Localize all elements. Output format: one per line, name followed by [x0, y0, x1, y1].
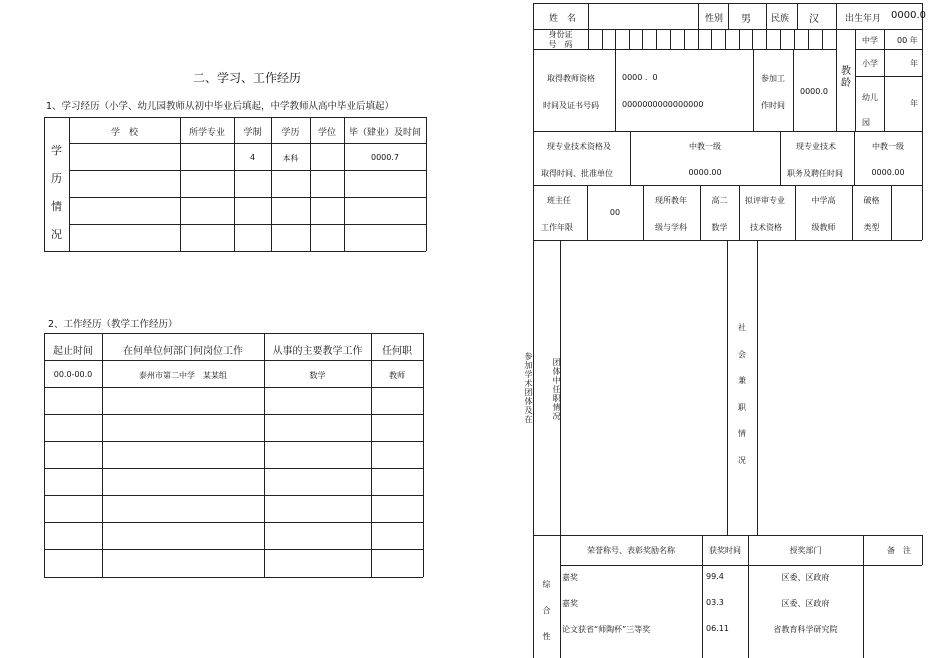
work-time-value: 0000.0	[800, 87, 828, 96]
awards-header-name: 荣誉称号、表彰奖励名称	[587, 546, 675, 555]
subject-value: 数学	[711, 223, 728, 232]
work-header-period: 起止时间	[53, 346, 93, 357]
apply-label-1: 拟评审专业	[745, 196, 785, 205]
grade-label-2: 级与学科	[655, 223, 687, 232]
birth-label: 出生年月	[845, 14, 882, 24]
teach-age-label: 教 龄	[841, 66, 851, 89]
awards-side-label: 综 合 性	[542, 580, 551, 641]
study-header-education: 学历	[281, 128, 300, 138]
award-row-2-dept: 区委、区政府	[781, 599, 830, 608]
study-row-education: 本科	[282, 154, 299, 163]
study-caption: 1、学习经历（小学、幼儿园教师从初中毕业后填起，中学教师从高中毕业后填起）	[46, 101, 395, 112]
award-row-3-dept: 省教育科学研究院	[773, 625, 838, 634]
work-header-position: 任何职	[382, 346, 412, 357]
study-row-system: 4	[249, 153, 256, 162]
head-label-2: 工作年限	[541, 223, 573, 232]
work-caption: 2、工作经历（教学工作经历）	[48, 319, 178, 330]
school-kg-value: 年	[910, 99, 918, 108]
school-pri-value: 年	[910, 59, 918, 68]
school-mid-label: 中学	[862, 36, 878, 45]
award-row-3-time: 06.11	[706, 624, 729, 633]
awards-header-note: 备 注	[887, 546, 911, 555]
cert-label-2: 时间及证书号码	[543, 101, 599, 110]
apply-value-2: 级教师	[811, 223, 836, 232]
duty-title: 中教一级	[872, 142, 904, 151]
duty-date: 0000.00	[871, 168, 905, 177]
grade-value: 高二	[711, 196, 728, 205]
study-header-school: 学 校	[110, 128, 138, 138]
award-row-1-time: 99.4	[706, 572, 724, 581]
award-row-1-dept: 区委、区政府	[781, 573, 830, 582]
id-label: 身份证 号 码	[548, 30, 573, 49]
study-header-time: 毕（肄业）及时间	[348, 128, 421, 138]
prof-label-1: 现专业技术资格及	[547, 142, 611, 151]
study-header-system: 学制	[243, 128, 262, 138]
birth-value: 0000.0	[891, 10, 926, 21]
school-pri-label: 小学	[862, 59, 878, 68]
ethnicity-value: 汉	[809, 14, 819, 25]
school-kg-label: 幼儿 园	[862, 93, 878, 127]
study-side-label: 学 历 情 况	[51, 144, 62, 241]
grade-label-1: 现所教年	[655, 196, 687, 205]
cert-number: 0000000000000000	[622, 100, 704, 109]
head-label-1: 班主任	[547, 196, 571, 205]
apply-value-1: 中学高	[811, 196, 836, 205]
school-mid-value: 00 年	[897, 36, 918, 45]
assoc-inner-label: 团体中任职情况	[552, 358, 561, 421]
ethnicity-label: 民族	[771, 14, 790, 24]
work-time-label-2: 作时间	[761, 101, 785, 110]
social-duty-label: 社 会 兼 职 情 况	[738, 323, 746, 465]
gender-value: 男	[741, 14, 751, 25]
section-title: 二、学习、工作经历	[193, 71, 302, 85]
name-label: 姓 名	[549, 14, 577, 24]
work-time-label-1: 参加工	[761, 74, 785, 83]
break-label-2: 类型	[863, 223, 880, 232]
apply-label-2: 技术资格	[750, 223, 782, 232]
award-row-3-name: 论文获省“师陶杯”三等奖	[562, 625, 651, 634]
prof-label-2: 取得时间、批准单位	[541, 169, 613, 178]
work-header-unit: 在何单位何部门何岗位工作	[123, 346, 243, 357]
prof-title: 中教一级	[689, 142, 721, 151]
study-row-time: 0000.7	[371, 153, 399, 162]
award-row-2-time: 03.3	[706, 598, 724, 607]
awards-header-dept: 授奖部门	[789, 546, 822, 555]
break-label-1: 破格	[863, 196, 880, 205]
work-row-unit: 泰州市第二中学 某某组	[139, 371, 227, 380]
cert-label-1: 取得教师资格	[547, 74, 595, 83]
work-row-work: 数学	[309, 371, 326, 380]
gender-label: 性别	[705, 14, 724, 24]
duty-label-1: 现专业技术	[796, 142, 836, 151]
duty-label-2: 职务及聘任时间	[787, 169, 843, 178]
award-row-1-name: 嘉奖	[562, 573, 578, 582]
cert-date: 0000 . 0	[622, 73, 658, 82]
study-header-major: 所学专业	[188, 128, 225, 138]
assoc-outer-label: 参加学术团体及在	[524, 352, 533, 424]
awards-header-time: 获奖时间	[709, 546, 741, 555]
award-row-2-name: 嘉奖	[562, 599, 578, 608]
study-header-degree: 学位	[317, 128, 336, 138]
work-row-position: 教师	[389, 371, 405, 380]
work-header-work: 从事的主要教学工作	[272, 346, 363, 357]
head-years: 00	[609, 208, 621, 217]
prof-date: 0000.00	[688, 168, 722, 177]
work-row-period: 00.0-00.0	[53, 370, 93, 379]
